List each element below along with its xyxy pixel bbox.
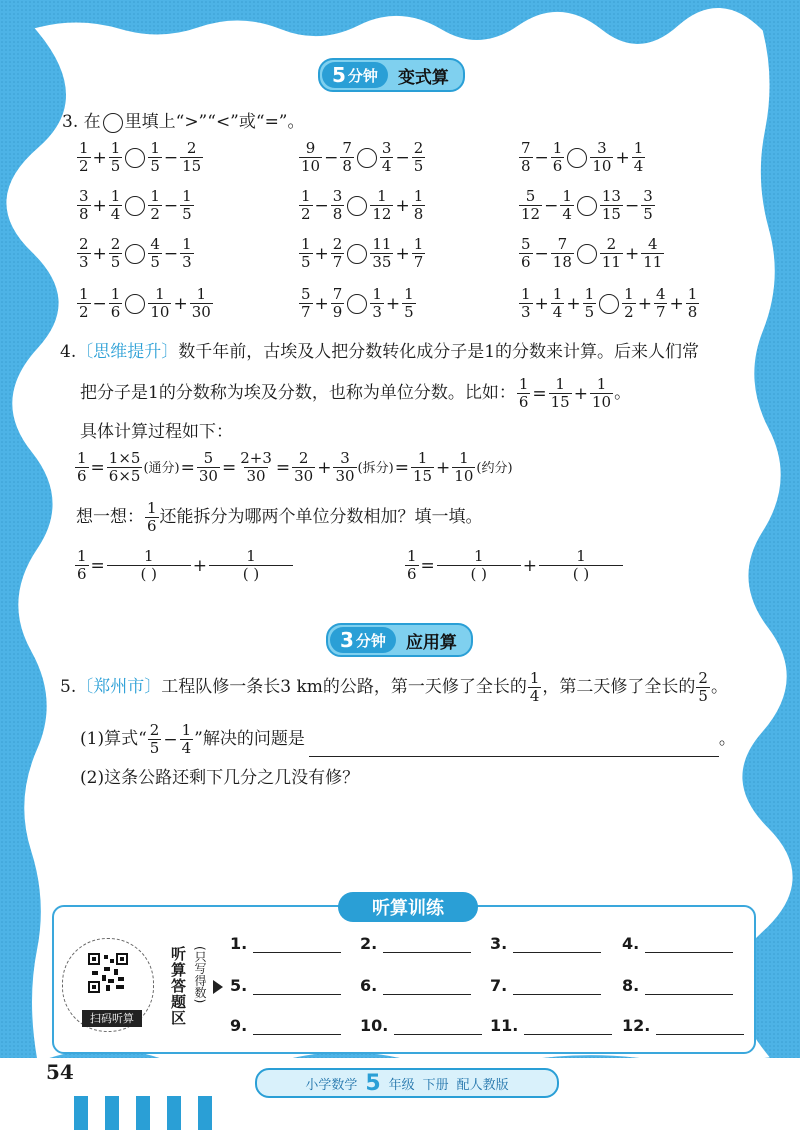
operator: + bbox=[92, 195, 107, 216]
fraction: $\frac{1}{2}$ bbox=[79, 139, 89, 175]
operator: = bbox=[394, 457, 409, 478]
fraction: $\frac{3}{8}$ bbox=[332, 187, 343, 223]
operator: + bbox=[534, 293, 549, 314]
operator: + bbox=[669, 293, 684, 314]
text: 9. bbox=[230, 1016, 248, 1035]
comparison-item bbox=[298, 286, 417, 321]
comparison-item bbox=[518, 286, 700, 321]
answer-slot[interactable] bbox=[360, 934, 471, 953]
text: 2. bbox=[360, 934, 378, 953]
fill-blank-2[interactable] bbox=[404, 548, 624, 583]
fraction: $\frac{7}{18}$ bbox=[552, 235, 572, 271]
qr-label: 扫码听算 bbox=[82, 1010, 142, 1027]
fraction: $\frac{1}{4}$ bbox=[633, 139, 644, 175]
text: ，第二天修了全长的 bbox=[542, 677, 696, 697]
listening-title: 听算训练 bbox=[338, 892, 478, 922]
answer-slot[interactable] bbox=[490, 976, 601, 995]
answer-circle[interactable] bbox=[347, 244, 367, 264]
think-prompt: 想一想： $\frac{1}{6}$ 还能拆分为哪两个单位分数相加？填一填。 bbox=[76, 499, 483, 535]
section-header-2 bbox=[326, 623, 473, 657]
answer-underline[interactable] bbox=[253, 952, 341, 953]
operator: + bbox=[395, 195, 410, 216]
text: 10. bbox=[360, 1016, 389, 1035]
operator: − bbox=[544, 195, 559, 216]
answer-circle[interactable] bbox=[599, 294, 619, 314]
operator: = bbox=[275, 457, 291, 478]
section-title: 应用算 bbox=[405, 632, 457, 653]
fraction: $\frac{1}{3}$ bbox=[182, 235, 192, 271]
answer-slot[interactable] bbox=[622, 976, 733, 995]
operator: + bbox=[395, 243, 410, 264]
fraction: $\frac{4}{11}$ bbox=[643, 235, 663, 271]
answer-circle[interactable] bbox=[125, 196, 145, 216]
comparison-item bbox=[518, 188, 656, 223]
fraction: $\frac{7}{8}$ bbox=[521, 139, 531, 175]
fraction: $\frac{1}{8}$ bbox=[687, 285, 698, 321]
fraction: $\frac{2}{30}$ bbox=[294, 449, 314, 485]
answer-area-note: (只写得数) bbox=[193, 946, 207, 1004]
fraction: $\frac{1}{5}$ bbox=[150, 139, 160, 175]
fraction: $\frac{1}{12}$ bbox=[372, 187, 392, 223]
fraction: $\frac{1}{6}$ bbox=[407, 547, 417, 583]
fraction: $\frac{1}{15}$ bbox=[412, 449, 433, 485]
comparison-item bbox=[76, 188, 195, 223]
question-5 bbox=[60, 670, 728, 705]
fraction: $\frac{1}{10}$ bbox=[591, 375, 612, 411]
fraction: $\frac{1}{4}$ bbox=[181, 721, 192, 757]
answer-slot[interactable] bbox=[622, 934, 733, 953]
play-arrow-icon bbox=[213, 980, 223, 994]
answer-underline[interactable] bbox=[645, 952, 733, 953]
answer-underline[interactable] bbox=[253, 994, 341, 995]
fraction: $\frac{1}{3}$ bbox=[372, 285, 382, 321]
answer-circle[interactable] bbox=[125, 244, 145, 264]
answer-slot[interactable] bbox=[360, 1016, 482, 1035]
fraction: $\frac{13}{15}$ bbox=[601, 187, 621, 223]
fraction: $\frac{1}{30}$ bbox=[191, 285, 211, 321]
comparison-item bbox=[76, 286, 214, 321]
fraction: $\frac{3}{30}$ bbox=[335, 449, 355, 485]
comparison-item bbox=[518, 140, 646, 175]
operator: = bbox=[90, 457, 105, 478]
operator: + bbox=[192, 555, 208, 576]
fraction: $\frac{1}{( )}$ bbox=[107, 548, 191, 583]
operator: − bbox=[92, 293, 107, 314]
fraction: $\frac{2}{11}$ bbox=[601, 235, 621, 271]
answer-circle[interactable] bbox=[347, 196, 367, 216]
text: 11. bbox=[490, 1016, 519, 1035]
text: (拆分) bbox=[357, 461, 394, 476]
fraction: $\frac{1}{( )}$ bbox=[539, 548, 623, 583]
answer-underline[interactable] bbox=[513, 994, 601, 995]
fraction: $\frac{1}{5}$ bbox=[110, 139, 121, 175]
fraction: $\frac{1}{6}$ bbox=[77, 449, 87, 485]
answer-slot[interactable] bbox=[622, 1016, 744, 1035]
fraction: $\frac{7}{9}$ bbox=[332, 285, 343, 321]
fraction: $\frac{1}{4}$ bbox=[529, 669, 540, 705]
fraction: $\frac{1}{2}$ bbox=[150, 187, 160, 223]
operator: − bbox=[163, 195, 179, 216]
operator: + bbox=[92, 147, 107, 168]
fraction: $\frac{1}{( )}$ bbox=[437, 548, 521, 583]
operator: − bbox=[624, 195, 640, 216]
fraction: $\frac{1}{6}$ bbox=[110, 285, 121, 321]
fraction: $\frac{4}{5}$ bbox=[150, 235, 160, 271]
fraction: $\frac{5}{6}$ bbox=[521, 235, 531, 271]
text: ”解决的问题是 bbox=[194, 729, 305, 749]
fraction: $\frac{1}{6}$ bbox=[147, 499, 157, 535]
text: 12. bbox=[622, 1016, 651, 1035]
answer-area-label: 听算答题区 bbox=[169, 946, 187, 1026]
answer-underline[interactable] bbox=[645, 994, 733, 995]
comparison-item bbox=[298, 188, 426, 223]
operator: + bbox=[566, 293, 581, 314]
fraction: $\frac{2}{5}$ bbox=[413, 139, 424, 175]
fraction: $\frac{3}{5}$ bbox=[643, 187, 653, 223]
operator: + bbox=[317, 457, 332, 478]
answer-underline[interactable] bbox=[524, 1034, 612, 1035]
text: 。 bbox=[710, 677, 728, 697]
answer-circle[interactable] bbox=[125, 294, 145, 314]
question-5-part-1 bbox=[80, 722, 736, 757]
fraction: $\frac{3}{10}$ bbox=[592, 139, 612, 175]
comparison-item bbox=[298, 140, 426, 175]
answer-underline[interactable] bbox=[383, 952, 471, 953]
comparison-item bbox=[76, 140, 204, 175]
fraction: $\frac{1}{8}$ bbox=[413, 187, 424, 223]
fraction: $\frac{5}{12}$ bbox=[521, 187, 541, 223]
comparison-item bbox=[298, 236, 426, 271]
calculation-process bbox=[74, 450, 513, 485]
operator: + bbox=[573, 383, 588, 404]
fraction: $\frac{11}{35}$ bbox=[372, 235, 392, 271]
minutes-badge: 5 分钟 bbox=[322, 62, 388, 88]
fraction: $\frac{2+3}{30}$ bbox=[240, 449, 272, 485]
fill-blank-1[interactable] bbox=[74, 548, 294, 583]
operator: + bbox=[624, 243, 640, 264]
answer-slot[interactable] bbox=[490, 1016, 612, 1035]
text: 4. bbox=[622, 934, 640, 953]
question-5-part-2: (2)这条公路还剩下几分之几没有修？ bbox=[80, 768, 360, 788]
answer-slot[interactable] bbox=[490, 934, 601, 953]
fraction: $\frac{4}{7}$ bbox=[655, 285, 666, 321]
fraction: $\frac{1}{5}$ bbox=[584, 285, 595, 321]
question-3-prompt: 3. 在 里填上“>”“<”或“=”。 bbox=[62, 112, 305, 132]
fraction: $\frac{3}{4}$ bbox=[381, 139, 392, 175]
fraction: $\frac{5}{30}$ bbox=[198, 449, 218, 485]
operator: + bbox=[314, 293, 329, 314]
text: 工程队修一条长3 km的公路，第一天修了全长的 bbox=[161, 677, 527, 697]
comparison-item bbox=[518, 236, 665, 271]
fraction: $\frac{2}{5}$ bbox=[698, 669, 708, 705]
text: (约分) bbox=[476, 461, 513, 476]
question-4-line-1: 4.〔思维提升〕数千年前，古埃及人把分数转化成分子是1的分数来计算。后来人们常 bbox=[60, 342, 700, 362]
answer-circle[interactable] bbox=[357, 148, 377, 168]
answer-circle[interactable] bbox=[567, 148, 587, 168]
text: 8. bbox=[622, 976, 640, 995]
fraction: $\frac{1}{6}$ bbox=[77, 547, 87, 583]
operator: + bbox=[173, 293, 188, 314]
fraction: $\frac{2}{5}$ bbox=[110, 235, 121, 271]
answer-underline[interactable] bbox=[394, 1034, 482, 1035]
blank-circle-icon bbox=[103, 113, 123, 133]
operator: + bbox=[92, 243, 107, 264]
decorative-bars bbox=[74, 1096, 229, 1134]
fraction: $\frac{1}{5}$ bbox=[182, 187, 192, 223]
answer-slot[interactable] bbox=[230, 976, 341, 995]
operator: − bbox=[324, 147, 339, 168]
fraction: $\frac{2}{3}$ bbox=[79, 235, 89, 271]
fraction: $\frac{1}{6}$ bbox=[518, 375, 529, 411]
operator: − bbox=[314, 195, 329, 216]
fraction: $\frac{1}{10}$ bbox=[150, 285, 170, 321]
page-number: 54 bbox=[46, 1060, 74, 1084]
operator: = bbox=[180, 457, 195, 478]
operator: = bbox=[221, 457, 237, 478]
operator: − bbox=[534, 147, 549, 168]
text: 。 bbox=[718, 729, 736, 749]
operator: + bbox=[637, 293, 652, 314]
question-4-line-2: 把分子是1的分数称为埃及分数，也称为单位分数。比如： $\frac{1}{6}$ = $\frac{1}{15}$ + $\frac{1}{10}$ 。 bbox=[80, 375, 632, 411]
answer-underline[interactable] bbox=[253, 1034, 341, 1035]
section-title: 变式算 bbox=[397, 67, 449, 88]
fraction: $\frac{2}{5}$ bbox=[149, 721, 160, 757]
section-header-1 bbox=[318, 58, 465, 92]
fraction: $\frac{1}{2}$ bbox=[79, 285, 89, 321]
fraction: $\frac{1}{5}$ bbox=[301, 235, 311, 271]
tag-thinking: 〔思维提升〕 bbox=[76, 342, 179, 362]
fraction: $\frac{2}{15}$ bbox=[182, 139, 202, 175]
answer-underline[interactable] bbox=[656, 1034, 744, 1035]
fraction: $\frac{1}{10}$ bbox=[454, 449, 474, 485]
fraction: $\frac{1}{6}$ bbox=[552, 139, 563, 175]
text: 〔郑州市〕 bbox=[76, 677, 162, 697]
fraction: $\frac{1\times 5}{6\times 5}$ bbox=[108, 449, 141, 485]
fraction: $\frac{1}{7}$ bbox=[413, 235, 424, 271]
fraction: $\frac{1}{( )}$ bbox=[209, 548, 293, 583]
minutes-badge: 3 分钟 bbox=[330, 627, 396, 653]
book-info: 小学数学 5 年级 下册 配人教版 bbox=[255, 1068, 559, 1098]
answer-line[interactable] bbox=[309, 756, 719, 757]
answer-slot[interactable] bbox=[230, 934, 341, 953]
answer-slot[interactable] bbox=[360, 976, 471, 995]
operator: + bbox=[385, 293, 401, 314]
operator: − bbox=[395, 147, 410, 168]
operator: = bbox=[420, 555, 435, 576]
fraction: $\frac{9}{10}$ bbox=[301, 139, 321, 175]
operator: + bbox=[314, 243, 329, 264]
text: (通分) bbox=[143, 461, 180, 476]
fraction: $\frac{7}{8}$ bbox=[342, 139, 352, 175]
operator: − bbox=[163, 243, 179, 264]
fraction: $\frac{1}{2}$ bbox=[301, 187, 311, 223]
answer-underline[interactable] bbox=[383, 994, 471, 995]
fraction: $\frac{1}{4}$ bbox=[110, 187, 121, 223]
text: 7. bbox=[490, 976, 508, 995]
fraction: $\frac{3}{8}$ bbox=[79, 187, 89, 223]
operator: = bbox=[90, 555, 105, 576]
operator: = bbox=[532, 383, 547, 404]
text: 5. bbox=[60, 677, 77, 697]
text: 1. bbox=[230, 934, 248, 953]
operator: − bbox=[163, 729, 178, 750]
operator: + bbox=[615, 147, 630, 168]
answer-slot[interactable] bbox=[230, 1016, 341, 1035]
answer-underline[interactable] bbox=[513, 952, 601, 953]
text: 5. bbox=[230, 976, 248, 995]
fraction: $\frac{5}{7}$ bbox=[301, 285, 311, 321]
operator: − bbox=[163, 147, 179, 168]
fraction: $\frac{1}{4}$ bbox=[552, 285, 563, 321]
fraction: $\frac{1}{2}$ bbox=[624, 285, 634, 321]
qr-code-icon[interactable] bbox=[88, 953, 128, 993]
answer-circle[interactable] bbox=[577, 196, 597, 216]
text: (1)算式“ bbox=[80, 729, 147, 749]
operator: + bbox=[436, 457, 451, 478]
answer-circle[interactable] bbox=[577, 244, 597, 264]
fraction: $\frac{2}{7}$ bbox=[332, 235, 343, 271]
comparison-item bbox=[76, 236, 195, 271]
text: 3. bbox=[490, 934, 508, 953]
fraction: $\frac{1}{5}$ bbox=[404, 285, 414, 321]
fraction: $\frac{1}{15}$ bbox=[550, 375, 570, 411]
operator: + bbox=[522, 555, 538, 576]
text: 6. bbox=[360, 976, 378, 995]
fraction: $\frac{1}{3}$ bbox=[521, 285, 531, 321]
operator: − bbox=[534, 243, 549, 264]
answer-circle[interactable] bbox=[347, 294, 367, 314]
fraction: $\frac{1}{4}$ bbox=[562, 187, 572, 223]
answer-circle[interactable] bbox=[125, 148, 145, 168]
question-4-line-3: 具体计算过程如下： bbox=[80, 422, 233, 442]
